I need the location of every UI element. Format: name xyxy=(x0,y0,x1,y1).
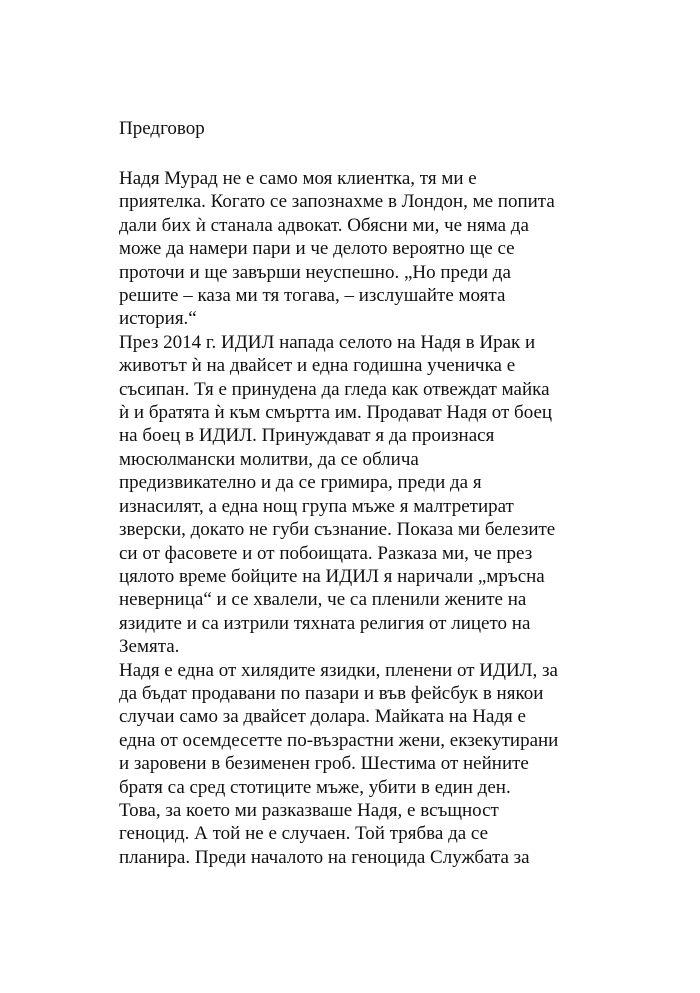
text-line: история.“ xyxy=(119,308,197,330)
text-line: проточи и ще завърши неуспешно. „Но преди да xyxy=(119,261,511,283)
body-text xyxy=(119,167,589,869)
text-line: дали бих ѝ станала адвокат. Обясни ми, че няма да xyxy=(119,214,529,236)
text-line: случаи само за двайсет долара. Майката на Надя е xyxy=(119,706,526,728)
text-line: неверница“ и се хвалели, че са пленили жените на xyxy=(119,589,527,611)
text-line: Надя е една от хилядите язидки, пленени от ИДИЛ, за xyxy=(119,659,558,681)
text-line: предизвикателно и да се гримира, преди да я xyxy=(119,472,482,494)
text-line: може да намери пари и че делото вероятно ще се xyxy=(119,238,515,260)
text-line: През 2014 г. ИДИЛ напада селото на Надя в Ирак и xyxy=(119,331,536,353)
text-line: си от фасовете и от побоищата. Разказа ми, че през xyxy=(119,542,533,564)
text-line: една от осемдесетте по-възрастни жени, екзекутирани xyxy=(119,729,559,751)
text-line: планира. Преди началото на геноцида Службата за xyxy=(119,846,530,868)
text-line: решите – каза ми тя тогава, – изслушайте моята xyxy=(119,285,506,307)
page-heading: Предговор xyxy=(119,118,205,139)
text-line: геноцид. А той не е случаен. Той трябва да се xyxy=(119,823,489,845)
text-line: на боец в ИДИЛ. Принуждават я да произнася xyxy=(119,425,495,447)
text-line: приятелка. Когато се запознахме в Лондон, ме попита xyxy=(119,191,555,213)
text-line: Това, за което ми разказваше Надя, е всъщност xyxy=(119,799,499,821)
text-line: животът ѝ на двайсет и една годишна ученичка е xyxy=(119,355,516,377)
text-line: да бъдат продавани по пазари и във фейсбук в някои xyxy=(119,682,544,704)
text-line: Надя Мурад не е само моя клиентка, тя ми е xyxy=(119,168,477,189)
text-line: изнасилят, а една нощ група мъже я малтретират xyxy=(119,495,514,517)
text-line: язидите и са изтрили тяхната религия от лицето на xyxy=(119,612,531,634)
text-line: мюсюлмански молитви, да се облича xyxy=(119,448,419,470)
text-line: зверски, докато не губи съзнание. Показа ми белезите xyxy=(119,519,556,541)
text-line: цялото време бойците на ИДИЛ я наричали „мръсна xyxy=(119,565,545,587)
text-line: ѝ и братята ѝ към смъртта им. Продават Надя от боец xyxy=(119,402,553,424)
text-line: съсипан. Тя е принудена да гледа как отвеждат майка xyxy=(119,378,550,400)
text-line: братя са сред стотиците мъже, убити в един ден. xyxy=(119,776,511,798)
text-line: Земята. xyxy=(119,636,180,658)
text-line: и заровени в безименен гроб. Шестима от нейните xyxy=(119,753,529,775)
